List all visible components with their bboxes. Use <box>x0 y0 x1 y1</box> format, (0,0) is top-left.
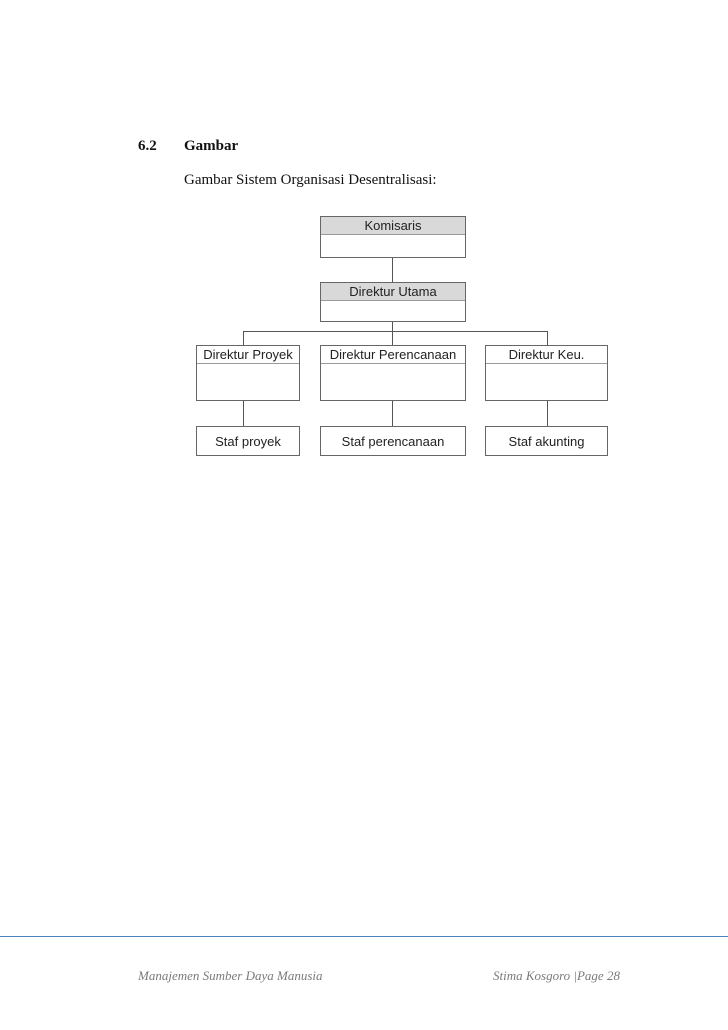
connector-keu-staf <box>547 401 548 426</box>
section-number: 6.2 <box>138 138 157 154</box>
box-komisaris <box>320 216 466 258</box>
box-direktur-keu-label: Direktur Keu. <box>486 346 607 364</box>
box-staf-perencanaan: Staf perencanaan <box>320 426 466 456</box>
box-direktur-proyek <box>196 345 300 401</box>
box-komisaris-label: Komisaris <box>321 217 465 235</box>
connector-bus-proyek <box>243 331 244 345</box>
box-staf-proyek: Staf proyek <box>196 426 300 456</box>
box-direktur-proyek-label: Direktur Proyek <box>197 346 299 364</box>
box-direktur-utama <box>320 282 466 322</box>
box-direktur-perencanaan-label: Direktur Perencanaan <box>321 346 465 364</box>
connector-horizontal-bus <box>243 331 548 332</box>
box-direktur-perencanaan <box>320 345 466 401</box>
footer-divider <box>0 936 728 937</box>
connector-komisaris-utama <box>392 258 393 282</box>
footer-book-title: Manajemen Sumber Daya Manusia <box>138 968 323 983</box>
figure-caption: Gambar Sistem Organisasi Desentralisasi: <box>184 172 437 188</box>
connector-bus-perencanaan <box>392 331 393 345</box>
connector-perencanaan-staf <box>392 401 393 426</box>
connector-proyek-staf <box>243 401 244 426</box>
box-staf-akunting: Staf akunting <box>485 426 608 456</box>
footer-page-info: Stima Kosgoro |Page 28 <box>493 968 620 983</box>
section-title: Gambar <box>184 138 239 154</box>
box-direktur-utama-label: Direktur Utama <box>321 283 465 301</box>
connector-bus-keu <box>547 331 548 345</box>
connector-utama-bus <box>392 322 393 331</box>
box-direktur-keu <box>485 345 608 401</box>
